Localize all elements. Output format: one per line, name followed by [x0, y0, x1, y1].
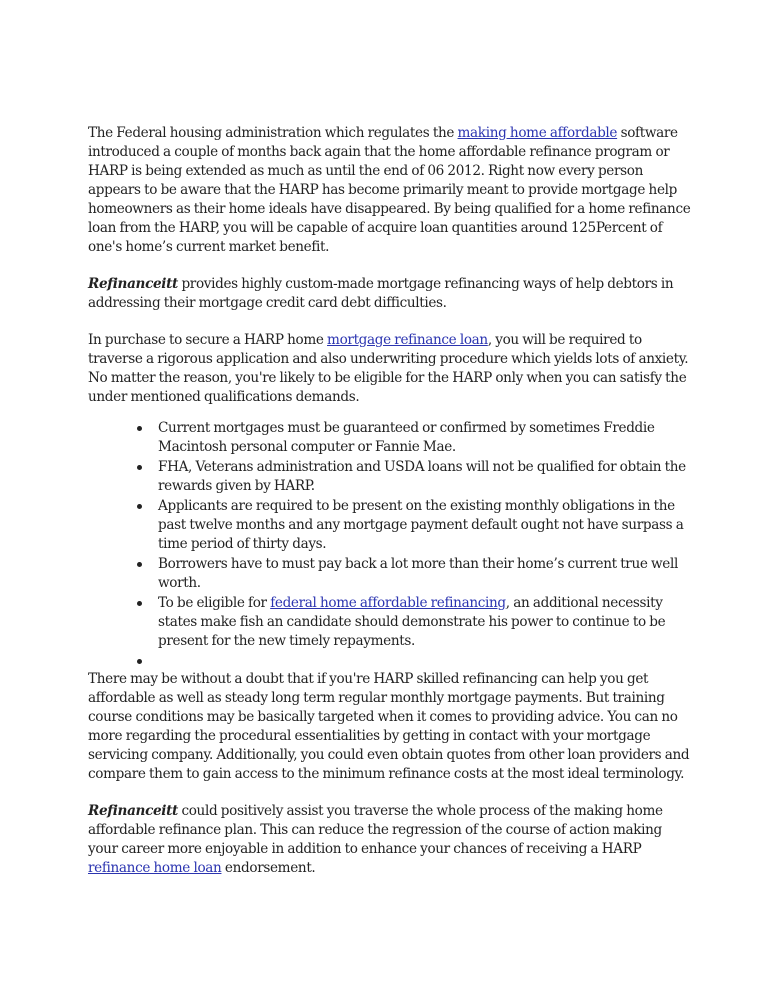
link-mortgage-refinance-loan[interactable]: mortgage refinance loan	[327, 332, 488, 348]
list-item: Current mortgages must be guaranteed or confirmed by sometimes Freddie Macintosh personal computer or Fannie Mae.	[158, 419, 692, 457]
list-item-empty	[158, 652, 692, 669]
link-making-home-affordable[interactable]: making home affordable	[457, 125, 618, 141]
link-refinance-home-loan[interactable]: refinance home loan	[88, 860, 222, 876]
paragraph-purchase: In purchase to secure a HARP home mortgage refinance loan, you will be required to traverse a rigorous application and also underwriting procedure which yields lots of anxiety. No matter the reason, you're likely to be eligible for the HARP only when you can satisfy the under mentioned qualifications demands.	[88, 332, 689, 405]
paragraph-intro: The Federal housing administration which regulates the making home affordable software introduced a couple of months back again that the home affordable refinance program or HARP is being extended as much as until the end of 06 2012. Right now every person appears to be aware that the HARP has become primarily meant to provide mortgage help homeowners as their home ideals have disappeared. By being qualified for a home refinance loan from the HARP, you will be capable of acquire loan quantities around 125Percent of one's home’s current market benefit.	[88, 125, 691, 255]
link-federal-home-affordable-refinancing[interactable]: federal home affordable refinancing	[270, 595, 506, 611]
list-item: FHA, Veterans administration and USDA loans will not be qualified for obtain the rewards given by HARP.	[158, 458, 692, 496]
brand-name: Refinanceitt	[88, 803, 178, 819]
paragraph-harp-skilled: There may be without a doubt that if you're HARP skilled refinancing can help you get affordable as well as steady long term regular monthly mortgage payments. But training course conditions may be basically targeted when it comes to providing advice. You can no more regarding the procedural essentialities by getting in contact with your mortgage servicing company. Additionally, you could even obtain quotes from other loan providers and compare them to gain access to the minimum refinance costs at the most ideal terminology.	[88, 671, 690, 782]
qualifications-list	[88, 419, 692, 669]
list-item: To be eligible for federal home affordable refinancing, an additional necessity states make fish an candidate should demonstrate his power to continue to be present for the new timely repayments.	[158, 594, 692, 651]
paragraph-refinanceitt-assist: Refinanceitt could positively assist you traverse the whole process of the making home affordable refinance plan. This can reduce the regression of the course of action making your career more enjoyable in addition to enhance your chances of receiving a HARP refinance home loan endorsement.	[88, 803, 663, 876]
list-item: Borrowers have to must pay back a lot more than their home’s current true well worth.	[158, 555, 692, 593]
document-page	[88, 124, 692, 896]
list-item: Applicants are required to be present on the existing monthly obligations in the past twelve months and any mortgage payment default ought not have surpass a time period of thirty days.	[158, 497, 692, 554]
brand-name: Refinanceitt	[88, 276, 178, 292]
paragraph-refinanceitt-provides: Refinanceitt provides highly custom-made mortgage refinancing ways of help debtors in addressing their mortgage credit card debt difficulties.	[88, 276, 674, 311]
